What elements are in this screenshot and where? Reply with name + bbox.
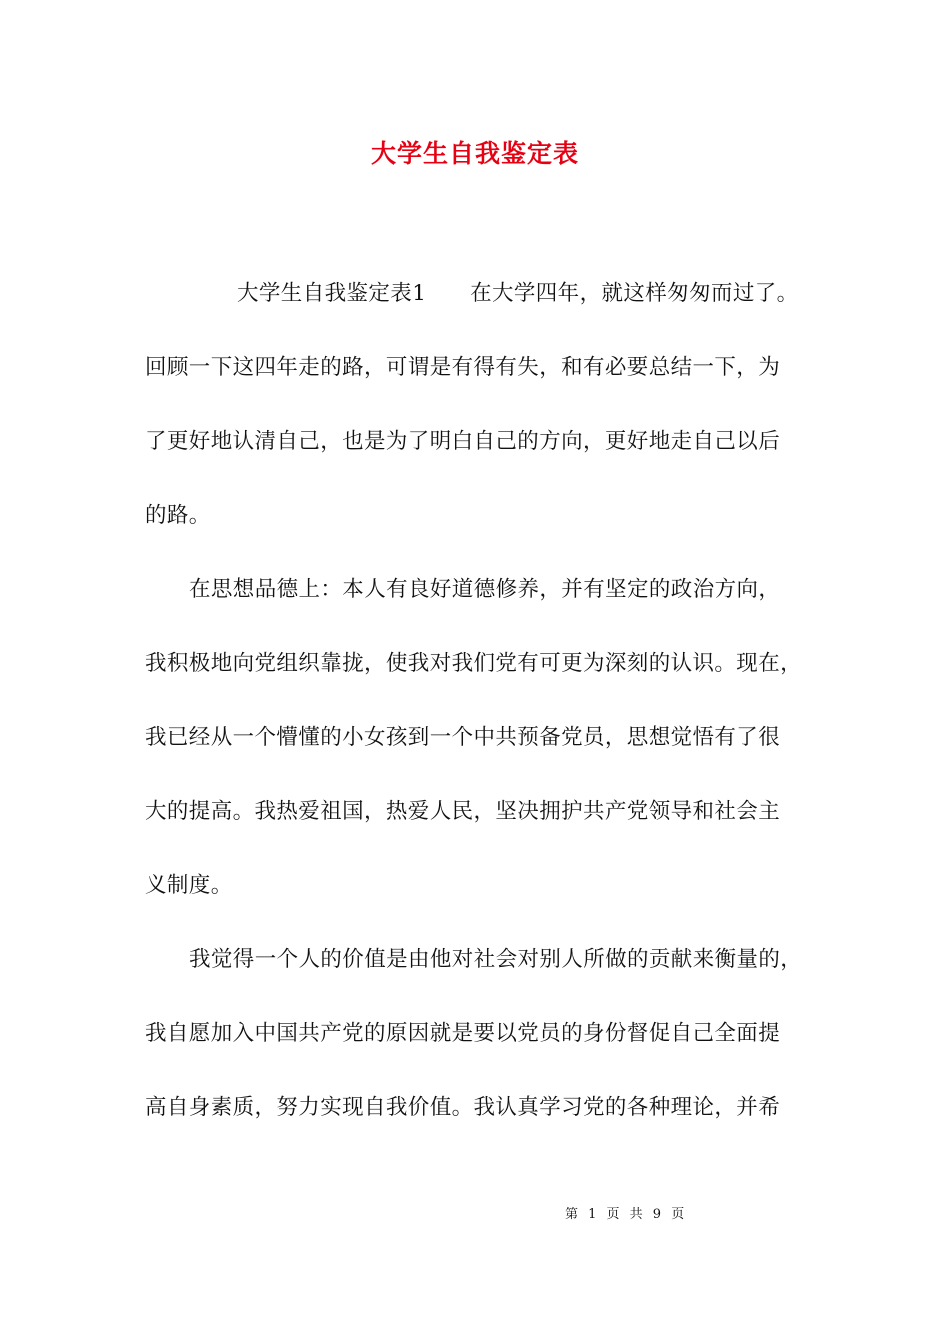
document-title: 大学生自我鉴定表 [370,139,579,168]
body-line-8: 大的提高。我热爱祖国，热爱人民，坚决拥护共产党领导和社会主 [145,799,781,824]
body-line-6: 我积极地向党组织靠拢，使我对我们党有可更为深刻的认识。现在， [145,651,803,676]
body-line-10: 我觉得一个人的价值是由他对社会对别人所做的贡献来衡量的， [189,947,803,972]
body-line-9: 义制度。 [145,873,233,898]
body-line-12: 高自身素质，努力实现自我价值。我认真学习党的各种理论，并希 [145,1095,781,1120]
body-line-11: 我自愿加入中国共产党的原因就是要以党员的身份督促自己全面提 [145,1021,781,1046]
body-line-1: 大学生自我鉴定表1 在大学四年，就这样匆匆而过了。 [237,281,799,306]
body-line-5: 在思想品德上：本人有良好道德修养，并有坚定的政治方向， [189,577,781,602]
page-footer: 第 1 页 共 9 页 [565,1207,685,1222]
body-line-3: 了更好地认清自己，也是为了明白自己的方向，更好地走自己以后 [145,429,781,454]
body-line-7: 我已经从一个懵懂的小女孩到一个中共预备党员，思想觉悟有了很 [145,725,781,750]
body-line-2: 回顾一下这四年走的路，可谓是有得有失，和有必要总结一下，为 [145,355,781,380]
body-line-4: 的路。 [145,503,211,528]
